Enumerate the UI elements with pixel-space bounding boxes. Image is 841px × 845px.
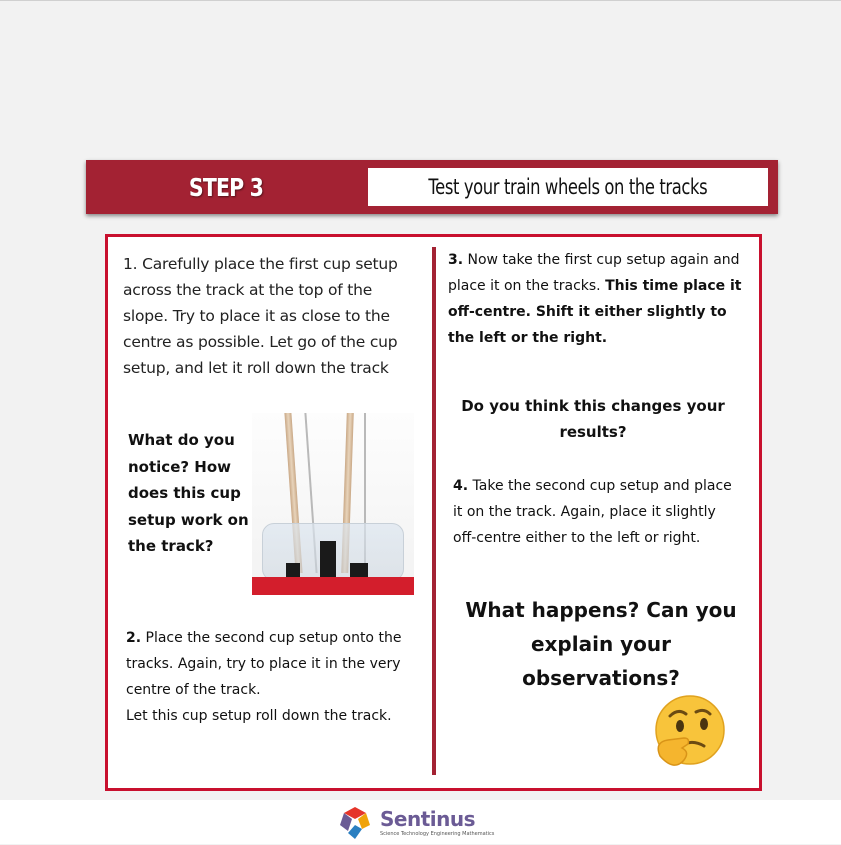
- right-column: [448, 247, 748, 690]
- sentinus-logo: [336, 805, 516, 841]
- step3-text: Now take the first cup setup again and place it on the tracks.: [448, 252, 740, 294]
- red-base: [252, 577, 414, 595]
- question-observations: What happens? Can you explain your observations?: [465, 598, 737, 690]
- logo-name: Sentinus: [380, 807, 476, 831]
- step-title: [368, 168, 768, 206]
- step3-bold: This time place it off-centre. Shift it either slightly to the left or the right.: [448, 278, 742, 346]
- step4-instructions: [453, 473, 743, 551]
- step3-number: 3.: [448, 252, 464, 268]
- step3-instructions: [448, 247, 748, 351]
- step4-number: 4.: [453, 478, 469, 494]
- sentinus-logo-icon: [336, 805, 374, 841]
- track-photo: [252, 413, 414, 595]
- thinking-face-icon: [646, 692, 726, 772]
- question-results: Do you think this changes your results?: [461, 397, 725, 441]
- cup-tape: [320, 541, 336, 581]
- step4-text: Take the second cup setup and place it on the track. Again, place it slightly off-centre either to the left or right.: [453, 478, 732, 546]
- step-title-text: Test your train wheels on the tracks: [428, 175, 708, 199]
- step1-instructions: 1. Carefully place the first cup setup across the track at the top of the slope. Try to place it as close to the centre as possible. Let go of the cup setup, and let it roll down the track: [123, 255, 398, 377]
- step2-text: Place the second cup setup onto the tracks. Again, try to place it in the very centre of the track.: [126, 630, 402, 698]
- top-divider: [0, 0, 841, 1]
- notice-question: What do you notice? How does this cup setup work on the track?: [128, 431, 249, 555]
- step2-number: 2.: [126, 630, 142, 646]
- step-banner: [86, 160, 778, 214]
- step2-instructions: [126, 625, 416, 729]
- left-column: [123, 251, 418, 381]
- logo-tagline: Science Technology Engineering Mathematics: [380, 831, 495, 837]
- step-label: STEP 3: [188, 172, 264, 202]
- column-divider: [432, 247, 436, 775]
- content-panel: [105, 234, 762, 791]
- step2-text-b: Let this cup setup roll down the track.: [126, 708, 392, 724]
